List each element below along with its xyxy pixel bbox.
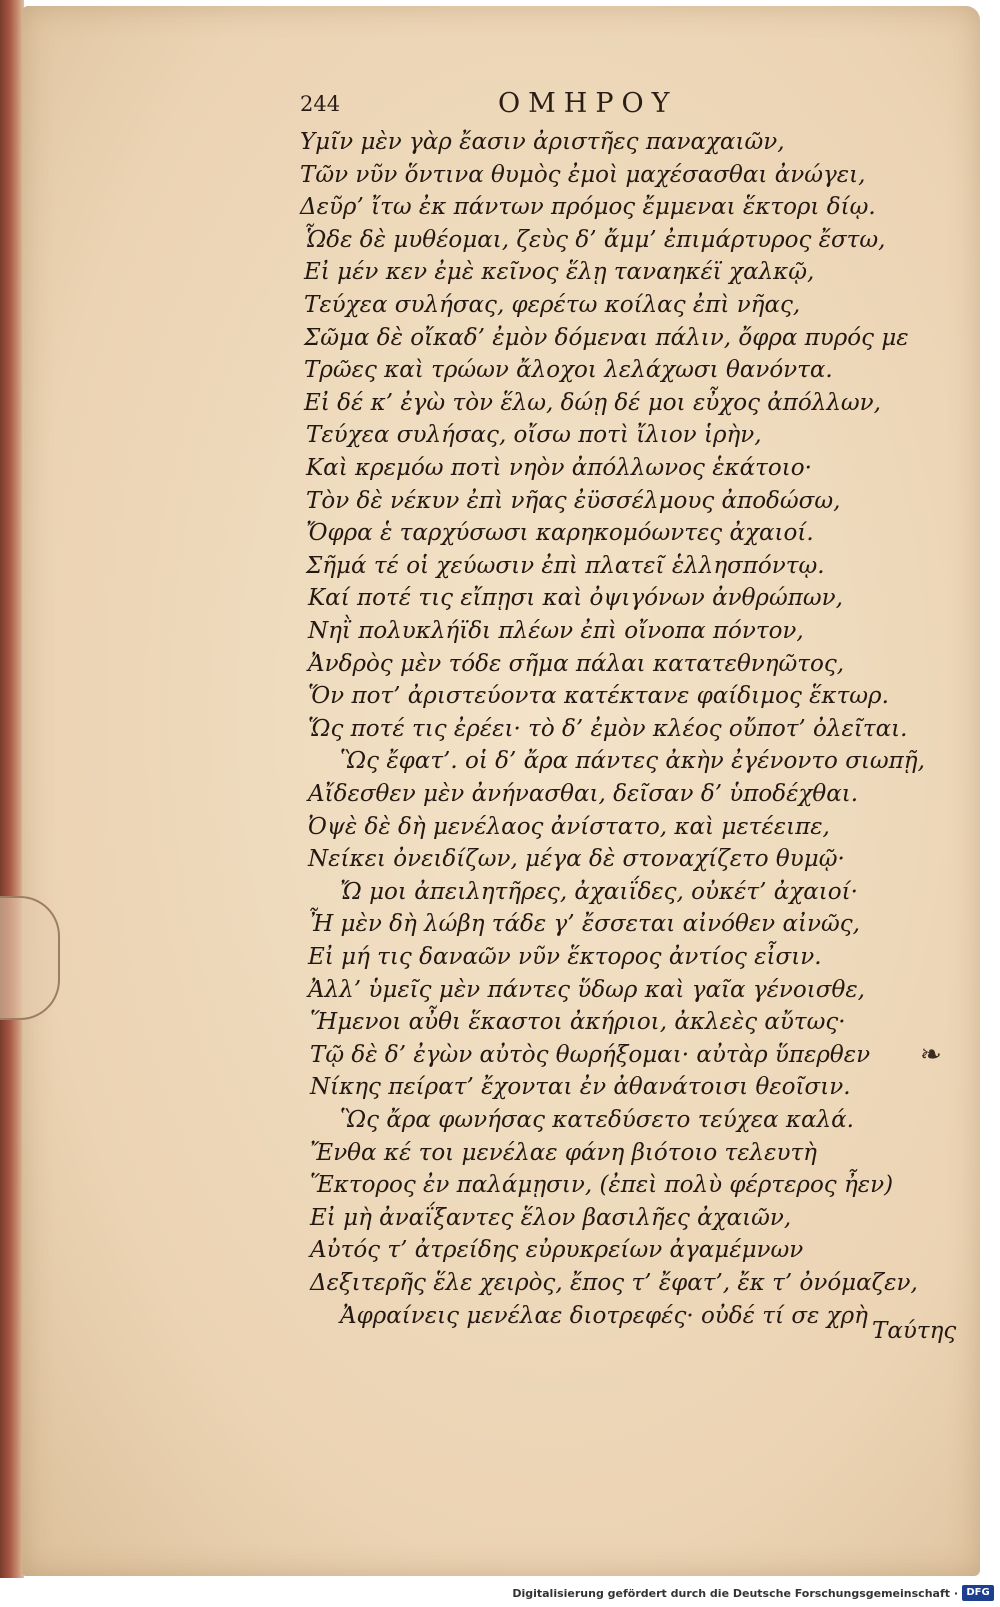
verse-line: Τεύχεα συλήσας, φερέτω κοίλας ἐπὶ νῆας, [304,292,801,318]
verse-line: Σῶμα δὲ οἴκαδ’ ἐμὸν δόμεναι πάλιν, ὄφρα πυρός με [304,324,909,351]
verse-line: Ὤ μοι ἀπειλητῆρες, ἀχαιΐδες, οὐκέτ’ ἀχαιοί· [340,878,858,905]
running-title: ΟΜΗΡΟΥ [498,88,678,119]
verse-line: Νείκει ὀνειδίζων, μέγα δὲ στοναχίζετο θυμῷ· [308,846,845,873]
verse-line: Ἥμενοι αὖθι ἕκαστοι ἀκήριοι, ἀκλεὲς αὔτως· [310,1009,846,1036]
verse-line: Τρῶες καὶ τρώων ἄλοχοι λελάχωσι θανόντα. [304,357,833,384]
verse-line: Εἰ μέν κεν ἐμὲ κεῖνος ἕλῃ ταναηκέϊ χαλκῷ, [304,259,815,286]
verse-line: Εἰ μή τις δαναῶν νῦν ἕκτορος ἀντίος εἶσιν. [308,944,822,970]
verse-line: Ὄφρα ἑ ταρχύσωσι καρηκομόωντες ἀχαιοί. [306,520,814,547]
verse-line: Ὣς ἄρα φωνήσας κατεδύσετο τεύχεα καλά. [340,1107,854,1133]
verse-line: Νίκης πείρατ’ ἔχονται ἐν ἀθανάτοισι θεοῖσιν. [310,1074,851,1101]
verse-line: Ἀφραίνεις μενέλαε διοτρεφές· οὐδέ τί σε χρὴ [340,1302,868,1329]
verse-line: Δεξιτερῆς ἕλε χειρὸς, ἔπος τ’ ἔφατ’, ἔκ τ’ ὀνόμαζεν, [310,1270,918,1296]
verse-line: Τῷ δὲ δ’ ἐγὼν αὐτὸς θωρήξομαι· αὐτὰρ ὕπερθεν [310,1041,871,1068]
verse-line: Αἴδεσθεν μὲν ἀνήνασθαι, δεῖσαν δ’ ὑποδέχθαι. [308,781,859,807]
verse-line: Εἰ δέ κ’ ἐγὼ τὸν ἕλω, δώῃ δέ μοι εὖχος ἀπόλλων, [304,389,881,416]
catchword: Ταύτης [872,1318,957,1344]
verse-line: Τεύχεα συλήσας, οἴσω ποτὶ ἴλιον ἱρὴν, [306,422,762,449]
verse-line: Ὅν ποτ’ ἀριστεύοντα κατέκτανε φαίδιμος ἕκτωρ. [308,683,889,710]
fleuron-ornament: ❧ [920,1040,942,1070]
verse-line: Νηῒ πολυκλήϊδι πλέων ἐπὶ οἴνοπα πόντον, [308,618,804,644]
verse-line: Σῆμά τέ οἱ χεύωσιν ἐπὶ πλατεῖ ἑλλησπόντῳ. [306,552,825,579]
verse-line: Υμῖν μὲν γὰρ ἔασιν ἀριστῆες παναχαιῶν, [300,129,785,155]
verse-line: Ὥς ποτέ τις ἐρέει· τὸ δ’ ἐμὸν κλέος οὔποτ’ ὀλεῖται. [308,715,908,742]
running-head [300,88,730,126]
book-binding-edge [0,0,24,1578]
verse-line: Καί ποτέ τις εἴπῃσι καὶ ὀψιγόνων ἀνθρώπων, [308,585,843,612]
verse-line: Ἦ μὲν δὴ λώβη τάδε γ’ ἔσσεται αἰνόθεν αἰνῶς, [308,911,860,938]
verse-line: Ἕκτορος ἐν παλάμῃσιν, (ἐπεὶ πολὺ φέρτερος ἦεν) [310,1172,894,1199]
footer-credit: Digitalisierung gefördert durch die Deutsche Forschungsgemeinschaft · [512,1587,958,1600]
page-clasp-shadow [0,896,60,1020]
page-number: 244 [300,92,341,116]
verse-line: Δεῦρ’ ἴτω ἐκ πάντων πρόμος ἔμμεναι ἕκτορι δίῳ. [300,194,876,221]
dfg-logo: DFG [962,1585,994,1601]
verse-line: Τῶν νῦν ὅντινα θυμὸς ἐμοὶ μαχέσασθαι ἀνώγει, [300,161,866,188]
verse-line: Ὣς ἔφατ’. οἱ δ’ ἄρα πάντες ἀκὴν ἐγένοντο σιωπῇ, [340,748,925,775]
verse-line: Καὶ κρεμόω ποτὶ νηὸν ἀπόλλωνος ἑκάτοιο· [306,455,812,481]
verse-line: Ἔνθα κέ τοι μενέλαε φάνη βιότοιο τελευτὴ [310,1139,817,1166]
verse-line: Ὀψὲ δὲ δὴ μενέλαος ἀνίστατο, καὶ μετέειπε, [308,813,830,840]
verse-line: Τὸν δὲ νέκυν ἐπὶ νῆας ἐϋσσέλμους ἀποδώσω, [306,487,841,514]
verse-line: Ὧδε δὲ μυθέομαι, ζεὺς δ’ ἄμμ’ ἐπιμάρτυρος ἔστω, [304,226,886,253]
verse-line: Εἰ μὴ ἀναΐξαντες ἕλον βασιλῆες ἀχαιῶν, [310,1204,792,1231]
verse-line: Ἀλλ’ ὑμεῖς μὲν πάντες ὕδωρ καὶ γαῖα γένοισθε, [308,976,865,1003]
verse-line: Αὐτός τ’ ἀτρείδης εὐρυκρείων ἀγαμέμνων [310,1237,804,1264]
verse-line: Ἀνδρὸς μὲν τόδε σῆμα πάλαι κατατεθνηῶτος, [308,650,845,677]
digitization-footer [0,1580,1000,1607]
